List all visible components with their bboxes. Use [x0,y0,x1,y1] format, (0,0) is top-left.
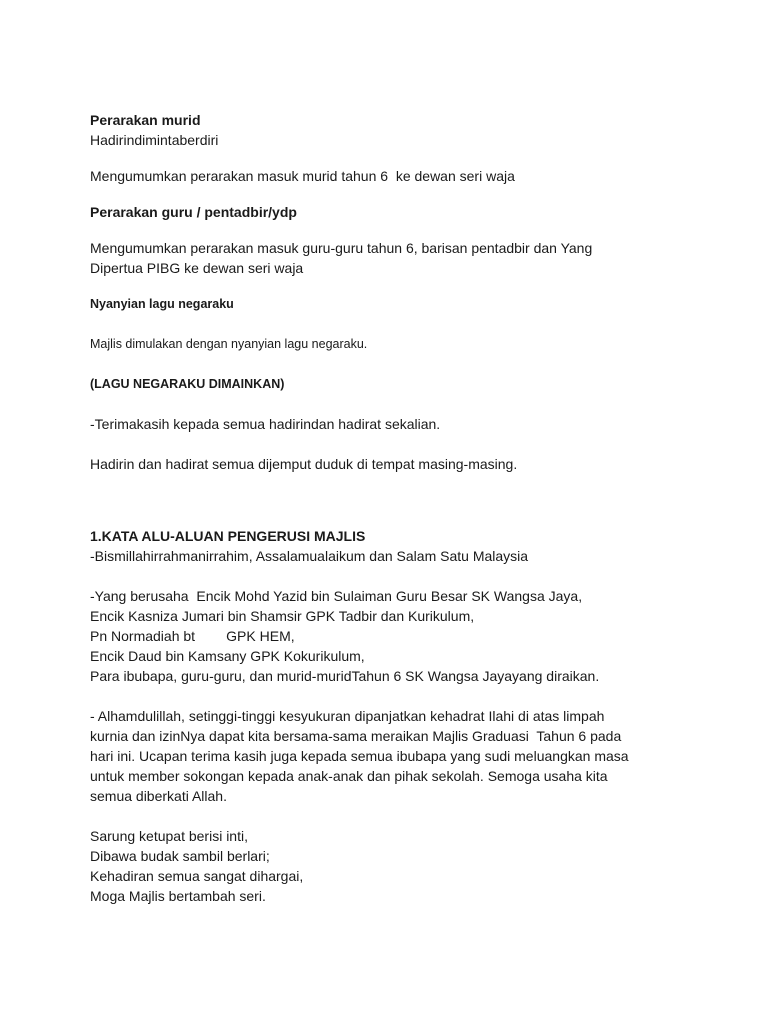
heading-lagu-dimainkan: (LAGU NEGARAKU DIMAINKAN) [90,377,285,391]
text-perarakan-guru-line2: Dipertua PIBG ke dewan seri waja [90,260,304,276]
pantun-line: Sarung ketupat berisi inti, [90,828,248,844]
pantun-line: Kehadiran semua sangat dihargai, [90,868,304,884]
pantun-line: Dibawa budak sambil berlari; [90,848,270,864]
greeting-line: Encik Kasniza Jumari bin Shamsir GPK Tadbir dan Kurikulum, [90,608,475,624]
speech-line: - Alhamdulillah, setinggi-tinggi kesyukuran dipanjatkan kehadrat Ilahi di atas limpah [90,708,605,724]
document-page [90,110,710,906]
heading-kata-alu-aluan: 1.KATA ALU-ALUAN PENGERUSI MAJLIS [90,528,366,544]
text-majlis-dimulakan: Majlis dimulakan dengan nyanyian lagu negaraku. [90,337,368,351]
text-terimakasih: -Terimakasih kepada semua hadirindan hadirat sekalian. [90,416,441,432]
heading-perarakan-guru: Perarakan guru / pentadbir/ydp [90,204,297,220]
text-perarakan-guru-line1: Mengumumkan perarakan masuk guru-guru tahun 6, barisan pentadbir dan Yang [90,240,593,256]
text-hadirin-berdiri: Hadirindimintaberdiri [90,132,219,148]
greeting-line: Encik Daud bin Kamsany GPK Kokurikulum, [90,648,365,664]
text-salam: -Bismillahirrahmanirrahim, Assalamualaikum dan Salam Satu Malaysia [90,548,529,564]
heading-perarakan-murid: Perarakan murid [90,112,201,128]
speech-line: untuk member sokongan kepada anak-anak dan pihak sekolah. Semoga usaha kita [90,768,608,784]
speech-line: kurnia dan izinNya dapat kita bersama-sama meraikan Majlis Graduasi Tahun 6 pada [90,728,622,744]
pantun-line: Moga Majlis bertambah seri. [90,888,266,904]
greeting-line: Para ibubapa, guru-guru, dan murid-muridTahun 6 SK Wangsa Jayayang diraikan. [90,668,600,684]
greeting-line: -Yang berusaha Encik Mohd Yazid bin Sulaiman Guru Besar SK Wangsa Jaya, [90,588,583,604]
text-dijemput-duduk: Hadirin dan hadirat semua dijemput duduk di tempat masing-masing. [90,456,518,472]
text-perarakan-murid: Mengumumkan perarakan masuk murid tahun 6 ke dewan seri waja [90,168,515,184]
speech-line: hari ini. Ucapan terima kasih juga kepada semua ibubapa yang sudi meluangkan masa [90,748,629,764]
speech-line: semua diberkati Allah. [90,788,227,804]
heading-nyanyian-negaraku: Nyanyian lagu negaraku [90,297,234,311]
greeting-line: Pn Normadiah bt GPK HEM, [90,628,295,644]
